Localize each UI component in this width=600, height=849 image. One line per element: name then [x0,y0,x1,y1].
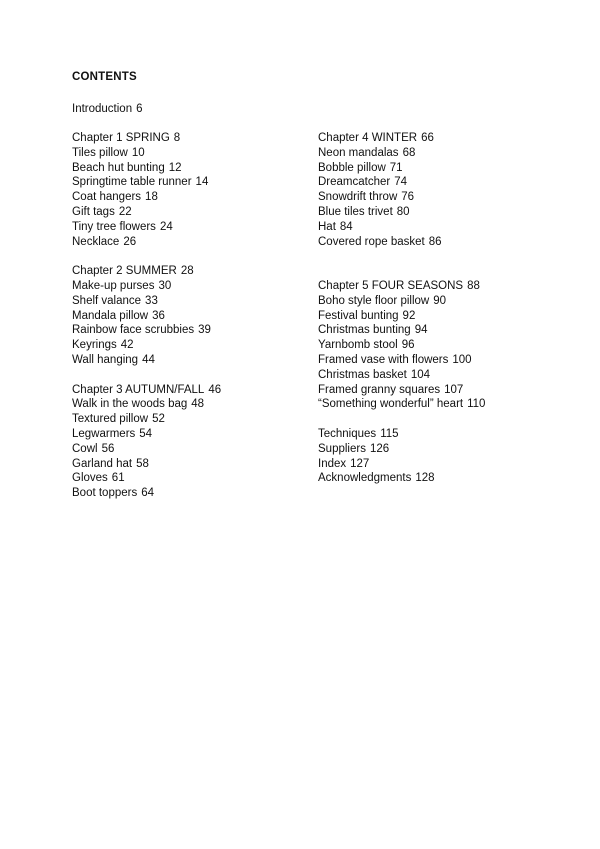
toc-entry-title: Index [318,457,347,470]
toc-entry-title: Introduction [72,103,133,115]
toc-entry-title: Festival bunting [318,309,399,322]
toc-entry [72,397,302,412]
toc-entry-title: Walk in the woods bag [72,398,188,411]
toc-entry-page: 58 [136,457,149,470]
toc-entry-page: 76 [401,191,415,204]
toc-entry-title: Rainbow face scrubbies [72,324,195,337]
toc-entry-title: Mandala pillow [72,309,149,322]
toc-chapter-heading [318,279,548,294]
toc-entry [72,486,302,501]
toc-entry-page: 18 [145,191,158,204]
toc-entry-page: 88 [467,279,480,292]
toc-entry [72,323,302,338]
toc-entry-page: 74 [394,176,408,189]
toc-chapter-heading [72,264,302,279]
toc-entry-title: Legwarmers [72,427,136,440]
toc-entry-title: Framed granny squares [318,383,441,396]
toc-entry-page: 107 [444,383,464,396]
toc-entry-title: Textured pillow [72,413,149,426]
toc-entry-page: 30 [158,279,172,292]
toc-entry-title: Tiny tree flowers [72,220,156,233]
toc-entry-page: 84 [339,220,353,233]
toc-entry-page: 115 [380,427,399,440]
toc-entry-title: Boot toppers [72,487,138,500]
toc-entry [318,397,548,412]
toc-entry-title: Snowdrift throw [318,191,398,204]
toc-entry-title: Boho style floor pillow [318,294,430,307]
toc-entry-title: Gloves [72,472,108,485]
toc-chapter-heading [72,131,302,146]
toc-entry-title: Wall hanging [72,353,139,366]
toc-entry-page: 26 [123,235,137,248]
toc-entry-title: Gift tags [72,205,115,218]
toc-entry-title: Tiles pillow [72,146,128,159]
toc-entry-title: Shelf valance [72,294,142,307]
toc-entry-page: 96 [401,339,415,352]
toc-entry-title: Suppliers [318,442,366,455]
toc-entry-title: Christmas basket [318,368,407,381]
toc-entry [72,294,302,309]
toc-entry-page: 126 [369,442,390,455]
toc-entry-page: 54 [139,427,153,440]
toc-entry-page: 66 [421,132,434,144]
toc-entry [72,427,302,442]
toc-chapter-heading [72,383,302,398]
toc-entry [72,161,302,176]
toc-entry-page: 24 [159,220,173,233]
toc-entry-title: Chapter 3 AUTUMN/FALL [72,383,205,396]
section-gap [318,249,548,264]
toc-entry [318,427,548,442]
toc-entry-title: Necklace [72,235,120,248]
toc-entry-page: 104 [410,368,431,381]
toc-entry [318,338,548,353]
toc-entry [72,353,302,368]
toc-entry [318,383,548,398]
toc-entry-title: “Something wonderful” heart [318,398,464,411]
toc-entry-page: 8 [173,132,181,144]
toc-entry [72,471,302,486]
toc-entry [318,471,548,486]
toc-entry-page: 92 [402,309,416,322]
toc-entry [318,309,548,324]
toc-entry-page: 94 [414,324,428,337]
toc-entry-page: 46 [208,383,222,396]
toc-entry-title: Techniques [318,427,377,440]
toc-entry-page: 22 [118,205,132,218]
toc-entry [318,442,548,457]
toc-entry-title: Yarnbomb stool [318,339,398,352]
toc-entry-title: Framed vase with flowers [318,353,449,366]
toc-entry [72,175,302,190]
toc-entry-page: 90 [433,294,447,307]
toc-entry [318,146,548,161]
toc-entry [318,235,548,250]
toc-entry-title: Beach hut bunting [72,161,165,174]
toc-entry-title: Chapter 4 WINTER [318,132,418,144]
toc-entry-title: Blue tiles trivet [318,205,393,218]
toc-entry-title: Garland hat [72,457,133,470]
toc-entry-page: 44 [142,353,155,366]
toc-entry [318,205,548,220]
section-gap [318,412,548,427]
toc-entry [318,323,548,338]
section-gap [72,249,302,264]
toc-entry-title: Covered rope basket [318,235,425,248]
toc-entry-title: Coat hangers [72,191,142,204]
toc-entry-page: 28 [180,265,194,278]
toc-entry-title: Christmas bunting [318,324,411,337]
toc-entry-page: 12 [168,161,182,174]
toc-entry-title: Make-up purses [72,279,155,292]
toc-entry-page: 128 [415,472,435,485]
toc-entry [72,457,302,472]
toc-entry-title: Neon mandalas [318,146,399,159]
toc-entry-title: Keyrings [72,339,117,352]
toc-entry-page: 14 [195,176,209,189]
toc-entry [318,294,548,309]
toc-entry [318,161,548,176]
toc-entry-page: 33 [145,294,158,307]
toc-entry-title: Chapter 5 FOUR SEASONS [318,279,464,292]
toc-entry-title: Hat [318,220,336,233]
toc-right-column [318,131,548,486]
toc-entry-page: 10 [131,146,145,159]
toc-entry [318,353,548,368]
toc-entry-page: 36 [152,309,165,322]
toc-entry-title: Dreamcatcher [318,176,391,189]
toc-entry [318,190,548,205]
toc-entry-introduction [72,102,143,117]
section-gap [72,368,302,383]
page-title: CONTENTS [72,71,137,83]
toc-chapter-heading [318,131,548,146]
toc-entry-title: Cowl [72,442,98,455]
toc-entry-title: Chapter 2 SUMMER [72,265,177,278]
toc-entry-page: 68 [402,146,416,159]
toc-entry [318,220,548,235]
toc-entry [72,220,302,235]
toc-entry-page: 127 [350,457,370,470]
toc-entry [72,279,302,294]
toc-entry-title: Acknowledgments [318,472,412,485]
toc-entry [318,368,548,383]
toc-entry-page: 100 [452,353,472,366]
toc-entry [72,146,302,161]
toc-entry-page: 42 [120,339,134,352]
toc-entry-page: 64 [141,487,155,500]
toc-entry-page: 86 [428,235,442,248]
toc-entry [72,235,302,250]
toc-entry-page: 80 [396,205,410,218]
toc-entry [72,205,302,220]
toc-entry-page: 6 [136,103,143,115]
toc-left-column [72,131,302,501]
toc-entry-page: 110 [467,398,486,411]
toc-entry [72,309,302,324]
toc-entry-title: Chapter 1 SPRING [72,132,170,144]
section-gap [318,264,548,279]
toc-entry [72,412,302,427]
toc-entry [318,457,548,472]
toc-entry-page: 56 [101,442,115,455]
toc-entry-page: 71 [389,161,403,174]
toc-entry [318,175,548,190]
toc-entry [72,190,302,205]
toc-entry [72,338,302,353]
toc-entry-page: 48 [191,398,205,411]
toc-entry-title: Springtime table runner [72,176,192,189]
toc-entry-page: 52 [152,413,165,426]
toc-entry-title: Bobble pillow [318,161,386,174]
toc-entry-page: 39 [198,324,211,337]
toc-entry [72,442,302,457]
toc-entry-page: 61 [111,472,125,485]
